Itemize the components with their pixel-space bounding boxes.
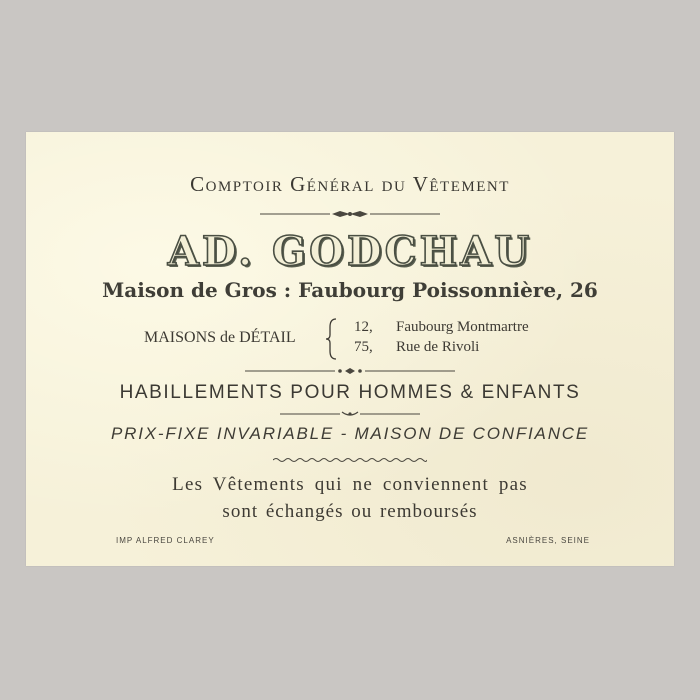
store-number: 75, — [354, 339, 373, 355]
clothing-line: HABILLEMENTS POUR HOMMES & ENFANTS — [119, 382, 581, 403]
ornamental-divider — [260, 208, 440, 220]
retail-store-list — [354, 317, 529, 357]
trade-card — [26, 132, 674, 566]
returns-policy-line-2: sont échangés ou remboursés — [222, 501, 478, 522]
ornamental-divider — [280, 409, 420, 419]
printer-location: ASNIÈRES, SEINE — [506, 536, 590, 545]
brace-icon — [324, 317, 340, 361]
fixed-price-slogan: PRIX-FIXE INVARIABLE - MAISON DE CONFIANCE — [110, 424, 589, 443]
wavy-divider — [273, 456, 427, 464]
store-street: Rue de Rivoli — [396, 339, 480, 355]
returns-policy-line-1: Les Vêtements qui ne conviennent pas — [172, 474, 528, 495]
brand-name: AD. GODCHAU — [167, 228, 533, 275]
list-item — [354, 317, 529, 337]
store-number: 12, — [354, 319, 373, 335]
card-header: Comptoir Général du Vêtement — [190, 172, 510, 196]
printer-credit: IMP ALFRED CLAREY — [116, 536, 215, 545]
list-item — [354, 337, 529, 357]
retail-stores — [144, 317, 584, 361]
wholesale-address: Maison de Gros : Faubourg Poissonnière, 26 — [102, 278, 598, 302]
store-street: Faubourg Montmartre — [396, 319, 529, 335]
ornamental-divider — [245, 366, 455, 376]
retail-stores-label: MAISONS de DÉTAIL — [144, 329, 296, 346]
